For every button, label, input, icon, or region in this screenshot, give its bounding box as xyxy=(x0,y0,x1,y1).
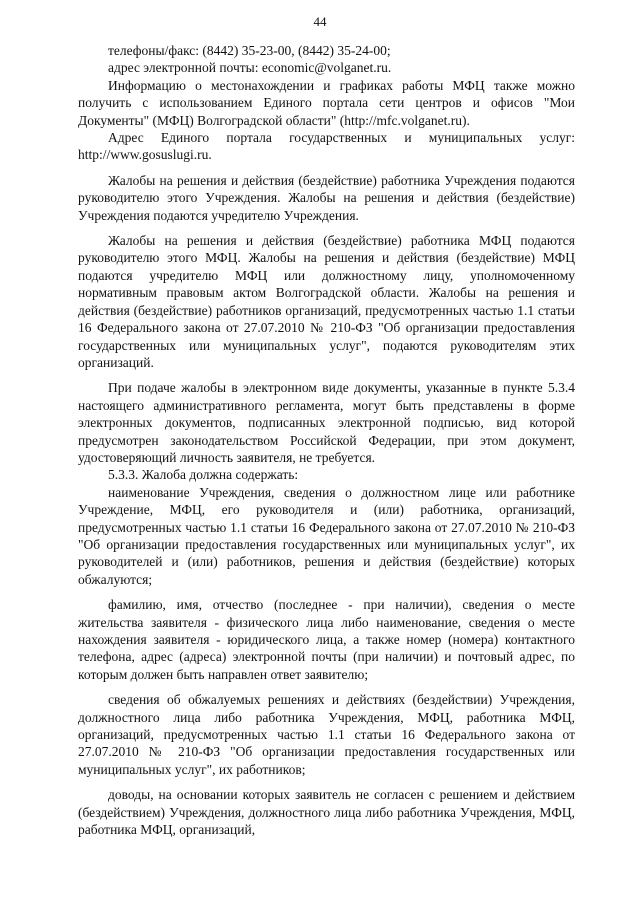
paragraph-section-5-3-3: 5.3.3. Жалоба должна содержать: xyxy=(108,467,299,483)
paragraph-complaints-mfc: Жалобы на решения и действия (бездействие) работника МФЦ подаются руководителю этого МФЦ. Жалобы на решения и действия (бездействие) МФЦ подаются учредителю МФЦ или должностному лицу, уполномоченному нормативным правовым актом Волгоградской области. Жалобы на решения и действия (бездействие) работников организаций, предусмотренных частью 1.1 статьи 16 Федерального закона от 27.07.2010 № 210-ФЗ "Об организации предоставления государственных или муниципальных услуг", подаются руководителям этих организаций. xyxy=(78,233,575,370)
paragraph-phone-fax: телефоны/факс: (8442) 35-23-00, (8442) 35-24-00; xyxy=(108,43,391,58)
paragraph-portal-address: Адрес Единого портала государственных и муниципальных услуг: http://www.gosuslugi.ru. xyxy=(78,130,575,163)
paragraph-mfc-info: Информацию о местонахождении и графиках работы МФЦ также можно получить с использованием Единого портала сети центров и офисов "Мои Документы" (МФЦ) Волгоградской области" (http://mfc.volganet.ru). xyxy=(78,77,575,128)
paragraph-complaints-institution: Жалобы на решения и действия (бездействие) работника Учреждения подаются руководителю этого Учреждения. Жалобы на решения и действия (бездействие) Учреждения подаются учредителю Учреждения. xyxy=(78,172,575,223)
page-number: 44 xyxy=(313,14,327,29)
paragraph-applicant-details: фамилию, имя, отчество (последнее - при наличии), сведения о месте жительства заявителя - физического лица либо наименование, сведения о месте нахождения заявителя - юридического лица, а также номер (номера) контактного телефона, адрес (адреса) электронной почты (при наличии) и почтовый адрес, по которым должен быть направлен ответ заявителю; xyxy=(78,597,575,682)
paragraph-institution-name: наименование Учреждения, сведения о должностном лице или работнике Учреждение, МФЦ, его руководителя и (или) работника, организаций, предусмотренных частью 1.1 статьи 16 Федерального закона от 27.07.2010 № 210-ФЗ "Об организации предоставления государственных или муниципальных услуг", их руководителей и (или) работников, решения и действия (бездействие) которых обжалуются; xyxy=(78,484,575,587)
paragraph-email: адрес электронной почты: economic@volganet.ru. xyxy=(108,60,392,76)
paragraph-appealed-decisions: сведения об обжалуемых решениях и действиях (бездействии) Учреждения, должностного лица либо работника Учреждения, МФЦ, работника МФЦ, организаций, предусмотренных частью 1.1 статьи 16 Федерального закона от 27.07.2010 № 210-ФЗ "Об организации предоставления государственных или муниципальных услуг", их работников; xyxy=(78,692,575,777)
document-body xyxy=(78,42,575,838)
paragraph-electronic-submission: При подаче жалобы в электронном виде документы, указанные в пункте 5.3.4 настоящего административного регламента, могут быть представлены в форме электронных документов, подписанных электронной подписью, вид которой предусмотрен законодательством Российской Федерации, при этом документ, удостоверяющий личность заявителя, не требуется. xyxy=(78,380,575,465)
paragraph-arguments: доводы, на основании которых заявитель не согласен с решением и действием (бездействием) Учреждения, должностного лица либо работника Учреждения, МФЦ, работника МФЦ, организаций, xyxy=(78,787,575,838)
